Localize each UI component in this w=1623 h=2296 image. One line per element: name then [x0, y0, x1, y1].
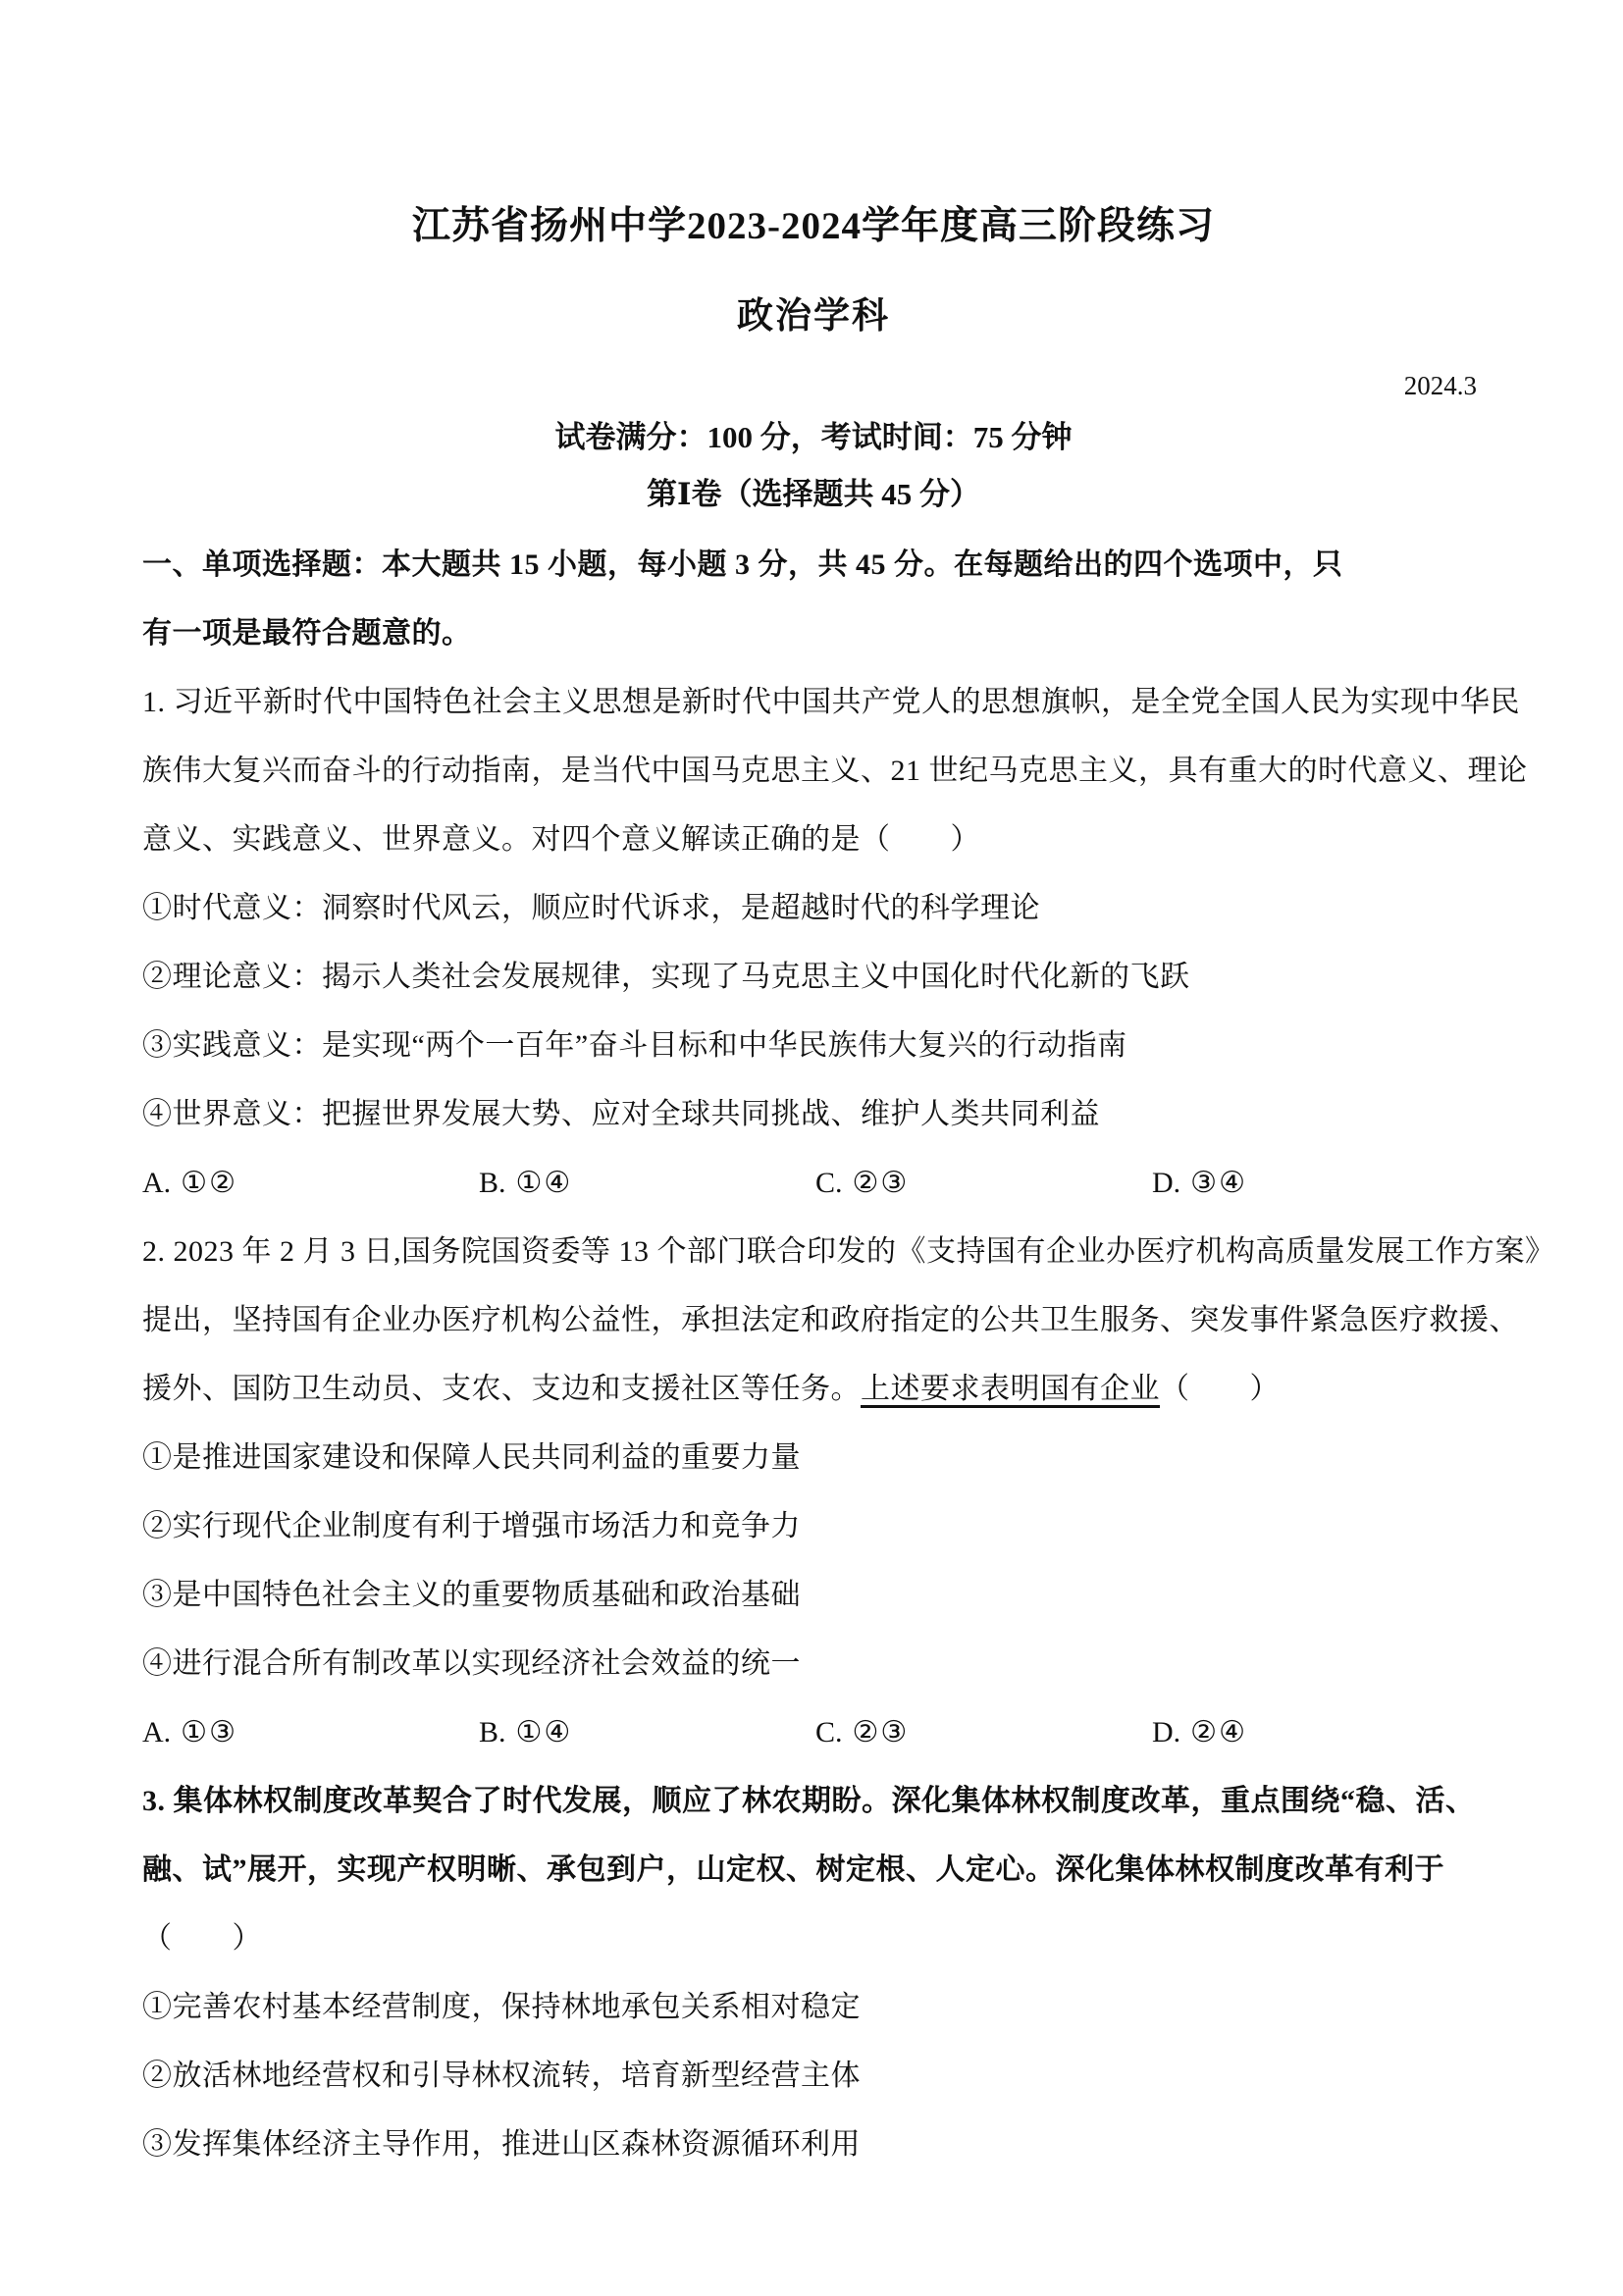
- question-1-option-d: [1152, 1149, 1247, 1218]
- exam-date: 2024.3: [1403, 371, 1477, 400]
- option-value: ②③: [852, 1167, 910, 1199]
- question-1-stem-line-2: 族伟大复兴而奋斗的行动指南，是当代中国马克思主义、21 世纪马克思主义，具有重大的时代意义、理论: [142, 755, 1528, 787]
- question-3-item-3: ③发挥集体经济主导作用，推进山区森林资源循环利用: [142, 2128, 861, 2161]
- question-1-stem-line-3: 意义、实践意义、世界意义。对四个意义解读正确的是（ ）: [142, 823, 980, 856]
- question-1: [142, 668, 1528, 1218]
- question-2-stem-line-1: 2. 2023 年 2 月 3 日,国务院国资委等 13 个部门联合印发的《支持国有企业办医疗机构高质量发展工作方案》: [142, 1235, 1555, 1268]
- exam-info-line: 试卷满分：100 分，考试时间：75 分钟: [554, 420, 1073, 454]
- question-2-option-c: [815, 1698, 1152, 1767]
- stem-text-suffix: （ ）: [1160, 1373, 1280, 1405]
- option-label: C.: [815, 1167, 843, 1199]
- question-2-option-b: [479, 1698, 815, 1767]
- option-label: D.: [1152, 1167, 1181, 1199]
- question-3-item-1: ①完善农村基本经营制度，保持林地承包关系相对稳定: [142, 1991, 861, 2023]
- question-1-item-2: ②理论意义：揭示人类社会发展规律，实现了马克思主义中国化时代化新的飞跃: [142, 961, 1190, 993]
- subject-title: 政治学科: [737, 296, 890, 337]
- page-title: 江苏省扬州中学2023-2024学年度高三阶段练习: [412, 205, 1215, 247]
- question-1-stem-line-1: 1. 习近平新时代中国特色社会主义思想是新时代中国共产党人的思想旗帜，是全党全国人民为实现中华民: [142, 686, 1520, 718]
- option-value: ①③: [181, 1716, 237, 1748]
- question-2-item-2: ②实行现代企业制度有利于增强市场活力和竞争力: [142, 1510, 801, 1542]
- question-1-item-1: ①时代意义：洞察时代风云，顺应时代诉求，是超越时代的科学理论: [142, 892, 1040, 924]
- option-value: ③④: [1190, 1167, 1247, 1199]
- instruction-line-2: 有一项是最符合题意的。: [142, 617, 472, 650]
- option-value: ②③: [852, 1716, 910, 1748]
- question-2-item-3: ③是中国特色社会主义的重要物质基础和政治基础: [142, 1579, 801, 1611]
- stem-text: 援外、国防卫生动员、支农、支边和支援社区等任务。: [142, 1373, 861, 1405]
- question-1-option-a: [142, 1149, 479, 1218]
- option-label: D.: [1152, 1716, 1181, 1748]
- question-3: [142, 1767, 1485, 2179]
- option-value: ①④: [515, 1167, 573, 1199]
- question-2-stem-line-3: [142, 1355, 1485, 1424]
- option-label: B.: [479, 1716, 506, 1748]
- question-2-option-a: [142, 1698, 479, 1767]
- question-2-options-row: [142, 1698, 1485, 1767]
- question-1-options-row: [142, 1149, 1485, 1218]
- question-1-option-c: [815, 1149, 1152, 1218]
- exam-body: [142, 531, 1555, 2179]
- option-label: A.: [142, 1716, 172, 1748]
- question-3-stem-line-2: 融、试”展开，实现产权明晰、承包到户，山定权、树定根、人定心。深化集体林权制度改革有利于: [142, 1853, 1444, 1886]
- option-label: A.: [142, 1167, 172, 1199]
- question-3-stem-line-1: 3. 集体林权制度改革契合了时代发展，顺应了林农期盼。深化集体林权制度改革，重点围绕“稳、活、: [142, 1785, 1476, 1817]
- option-label: C.: [815, 1716, 843, 1748]
- question-2-stem-line-2: 提出，坚持国有企业办医疗机构公益性，承担法定和政府指定的公共卫生服务、突发事件紧急医疗救援、: [142, 1304, 1519, 1336]
- question-2-item-4: ④进行混合所有制改革以实现经济社会效益的统一: [142, 1647, 801, 1680]
- option-value: ①②: [181, 1167, 237, 1199]
- question-3-stem-line-3: （ ）: [142, 1922, 262, 1955]
- instruction-line-1: 一、单项选择题：本大题共 15 小题，每小题 3 分，共 45 分。在每题给出的四个选项中，只: [142, 548, 1343, 581]
- question-1-item-4: ④世界意义：把握世界发展大势、应对全球共同挑战、维护人类共同利益: [142, 1098, 1100, 1130]
- page-content: [142, 0, 1555, 2179]
- question-1-item-3: ③实践意义：是实现“两个一百年”奋斗目标和中华民族伟大复兴的行动指南: [142, 1029, 1127, 1062]
- question-2-option-d: [1152, 1698, 1247, 1767]
- section-heading: 第Ⅰ卷（选择题共 45 分）: [646, 477, 980, 511]
- option-label: B.: [479, 1167, 506, 1199]
- option-value: ①④: [515, 1716, 573, 1748]
- question-3-item-2: ②放活林地经营权和引导林权流转，培育新型经营主体: [142, 2060, 861, 2092]
- stem-underlined-text: 上述要求表明国有企业: [861, 1373, 1160, 1405]
- option-value: ②④: [1190, 1716, 1247, 1748]
- question-2-item-1: ①是推进国家建设和保障人民共同利益的重要力量: [142, 1441, 801, 1474]
- question-2: [142, 1218, 1555, 1767]
- question-1-option-b: [479, 1149, 815, 1218]
